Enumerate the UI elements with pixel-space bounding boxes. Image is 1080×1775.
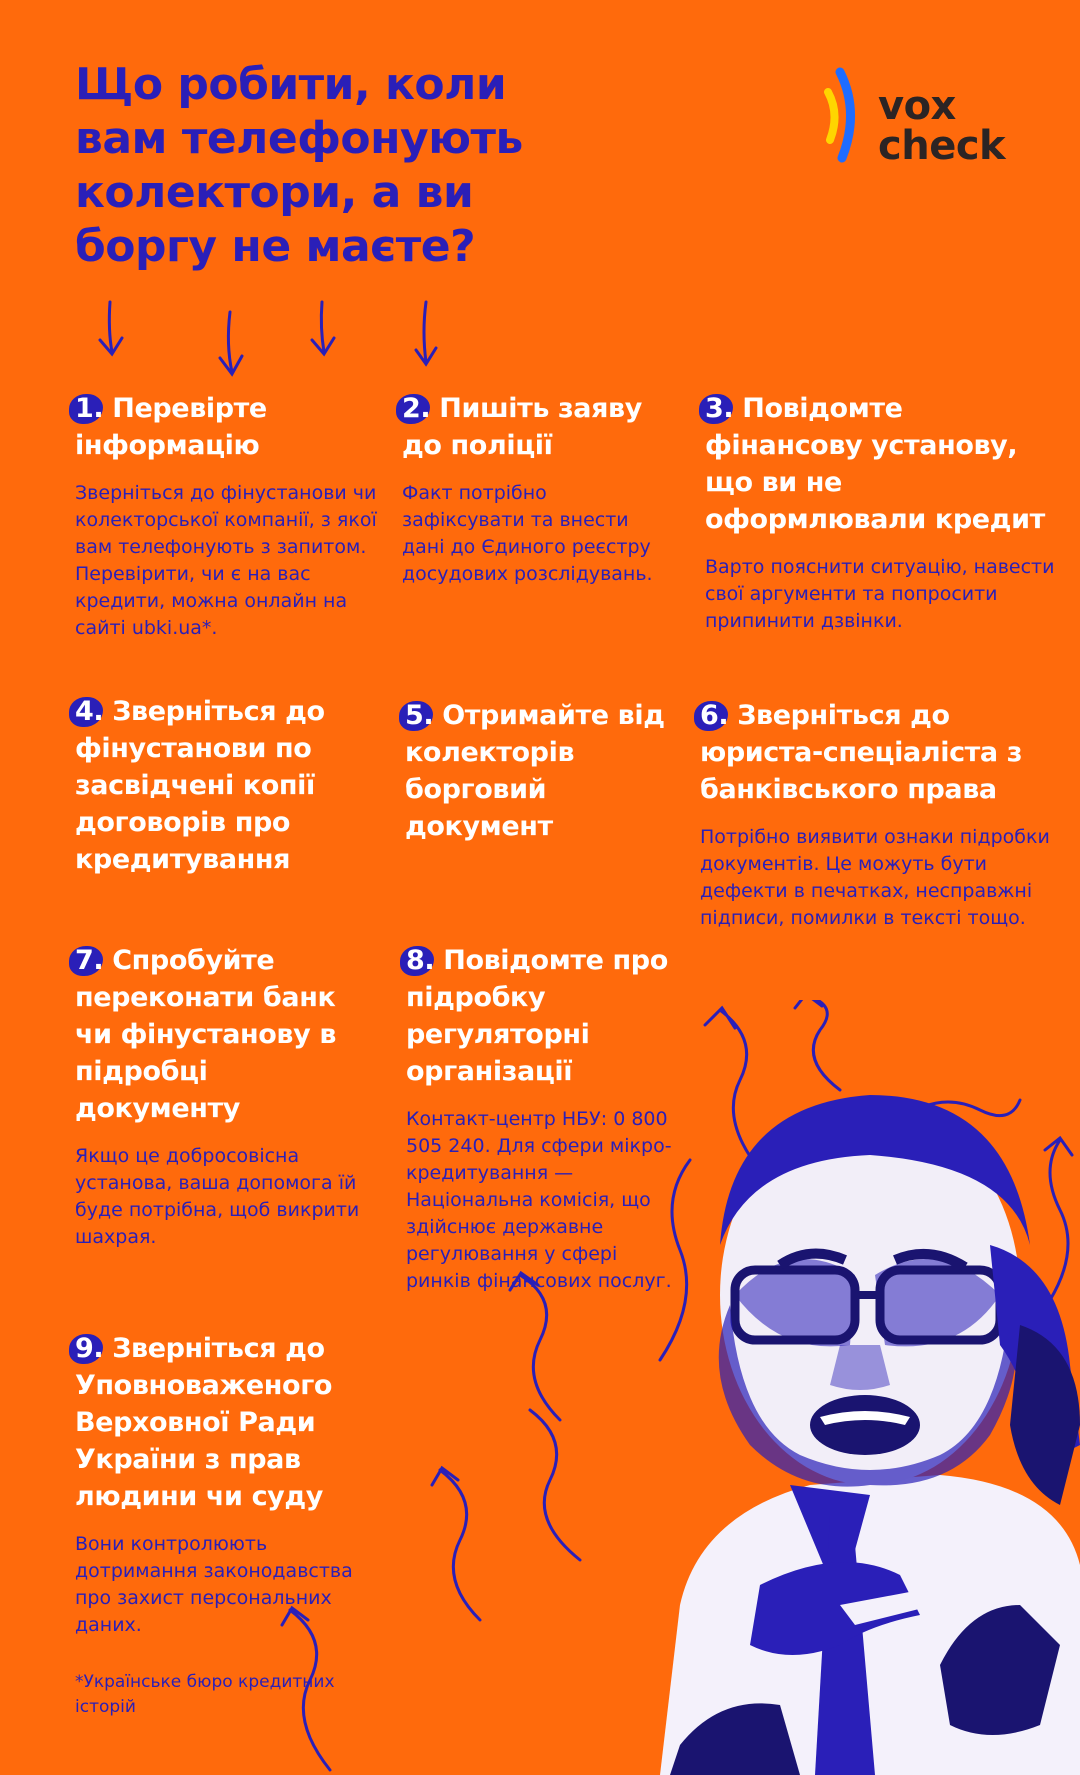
footnote: *Українське бюро кредитних історій — [75, 1672, 335, 1717]
step-number: 7. — [75, 942, 103, 979]
logo-line-1: vox — [878, 83, 956, 129]
step-7 — [75, 942, 365, 1251]
step-text: Варто пояснити ситуацію, навести свої аргументи та попросити припинити дзвінки. — [705, 556, 1055, 632]
step-4 — [75, 693, 365, 878]
step-number: 4. — [75, 693, 103, 730]
step-title — [75, 1330, 385, 1515]
step-title — [406, 942, 676, 1090]
step-number: 8. — [406, 942, 434, 979]
step-text: Контакт-центр НБУ: 0 800 505 240. Для сфери мікрокредитування — Національна комісія, що здійснює державне регулювання у сфері ринків фінансових послуг. — [406, 1108, 672, 1292]
arrow-down-icon — [100, 302, 122, 354]
step-title-text: Зверніться до фінустанови по засвідчені копії договорів про кредитування — [75, 696, 325, 875]
step-title — [705, 390, 1065, 538]
squiggle-arrow-icon — [530, 1410, 580, 1560]
step-title — [75, 693, 365, 878]
step-text: Вони контролюють дотримання законодавства про захист персональних даних. — [75, 1533, 353, 1636]
step-title-text: Повідомте фінансову установу, що ви не оформлювали кредит — [705, 393, 1045, 535]
step-title-text: Зверніться до юриста-спеціаліста з банківського права — [700, 700, 1023, 805]
squiggle-arrow-icon — [510, 1273, 560, 1420]
step-title-text: Отримайте від колекторів борговий документ — [405, 700, 665, 842]
arrow-down-icons — [90, 300, 450, 380]
step-title-text: Спробуйте переконати банк чи фінустанову в підробці документу — [75, 945, 337, 1124]
step-2 — [402, 390, 672, 588]
logo-text — [878, 83, 1006, 169]
step-text: Потрібно виявити ознаки підробки документів. Це можуть бути дефекти в печатках, несправжні підписи, помилки в тексті тощо. — [700, 826, 1050, 929]
step-9 — [75, 1330, 385, 1639]
arrow-down-icon — [220, 312, 242, 374]
angry-man-phone-photo — [640, 1045, 1080, 1775]
step-title-text: Перевірте інформацію — [75, 393, 267, 461]
step-title-text: Пишіть заяву до поліції — [402, 393, 642, 461]
arrow-down-icon — [416, 302, 436, 364]
step-6 — [700, 697, 1070, 932]
step-title — [405, 697, 665, 845]
step-number: 6. — [700, 697, 728, 734]
step-number: 3. — [705, 390, 733, 427]
step-text: Факт потрібно зафіксувати та внести дані до Єдиного реєстру досудових розслідувань. — [402, 482, 653, 585]
vox-check-logo-icon — [818, 62, 878, 172]
step-1 — [75, 390, 385, 642]
step-number: 9. — [75, 1330, 103, 1367]
logo-line-2: check — [878, 123, 1006, 169]
step-title — [700, 697, 1070, 808]
step-number: 2. — [402, 390, 430, 427]
step-title — [75, 942, 365, 1127]
vox-check-logo — [818, 62, 1018, 172]
step-title — [75, 390, 385, 464]
step-3 — [705, 390, 1065, 635]
step-5 — [405, 697, 665, 845]
step-number: 5. — [405, 697, 433, 734]
step-text: Зверніться до фінустанови чи колекторської компанії, з якої вам телефонують з запитом. Перевірити, чи є на вас кредити, можна онлайн на сайті ubki.ua*. — [75, 482, 377, 639]
squiggle-arrow-icon — [432, 1468, 480, 1620]
page-title: Що робити, коли вам телефонують колектори, а ви боргу не маєте? — [75, 59, 523, 272]
arrow-down-icon — [312, 302, 334, 354]
step-title-text: Повідомте про підробку регуляторні організації — [406, 945, 668, 1087]
step-text: Якщо це добросовісна установа, ваша допомога їй буде потрібна, щоб викрити шахрая. — [75, 1145, 360, 1248]
step-number: 1. — [75, 390, 103, 427]
step-title — [402, 390, 672, 464]
step-title-text: Зверніться до Уповноваженого Верховної Ради України з прав людини чи суду — [75, 1333, 333, 1512]
step-8 — [406, 942, 676, 1295]
